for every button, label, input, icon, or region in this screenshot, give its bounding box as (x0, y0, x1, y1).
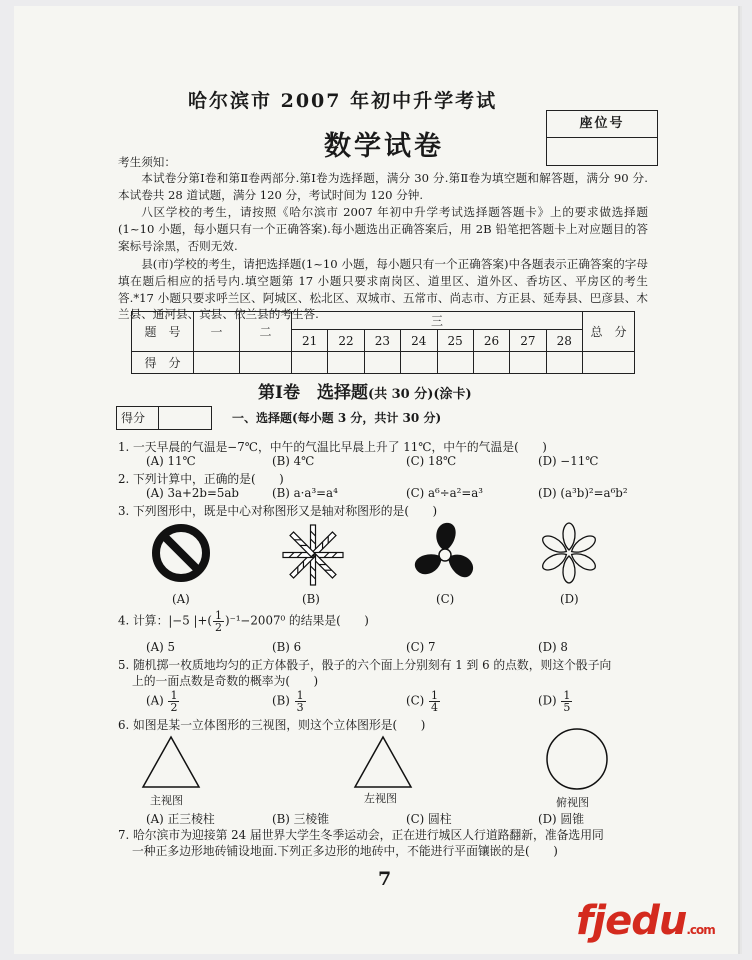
q2-option-a[interactable]: (A) 3a+2b=5ab (146, 486, 239, 500)
flower-icon (536, 520, 602, 586)
q3-figure-d (536, 520, 602, 586)
q2-option-d[interactable]: (D) (a³b)²=a⁶b² (538, 486, 628, 500)
col-q27: 27 (510, 330, 546, 352)
q5-option-b-fraction (295, 690, 306, 713)
score-cell[interactable] (328, 352, 364, 374)
score-cell[interactable] (401, 352, 437, 374)
page-number: 7 (378, 868, 392, 890)
section-score-label: 得分 (121, 407, 159, 429)
score-cell[interactable] (364, 352, 400, 374)
exam-title: 哈尔滨市 2007 年初中升学考试 (188, 90, 498, 112)
subject-title: 数学试卷 (324, 131, 444, 162)
fan-icon (412, 520, 478, 590)
part-1-note: (共 30 分)(涂卡) (367, 387, 472, 402)
fraction-numerator: 1 (563, 689, 571, 702)
q4-option-b[interactable]: (B) 6 (272, 640, 302, 654)
fraction-denominator: 5 (563, 701, 571, 714)
score-row-label: 得 分 (132, 352, 194, 374)
q4-fraction-denominator: 2 (214, 621, 222, 634)
q6-option-b[interactable]: (B) 三棱锥 (272, 812, 330, 826)
score-cell[interactable] (473, 352, 509, 374)
col-q28: 28 (546, 330, 582, 352)
seat-number-label: 座位号 (547, 111, 657, 138)
col-q21: 21 (292, 330, 328, 352)
fraction-denominator: 2 (170, 701, 178, 714)
q6-top-view-label: 俯视图 (556, 796, 589, 809)
q5-stem-line-2: 上的一面点数是奇数的概率为( ) (132, 674, 319, 688)
q5-option-b[interactable] (272, 690, 307, 713)
q1-stem: 1. 一天早晨的气温是−7℃，中午的气温比早晨上升了 11℃，中午的气温是( ) (118, 440, 547, 454)
score-cell[interactable] (240, 352, 292, 374)
q2-option-c[interactable]: (C) a⁶÷a²=a³ (406, 486, 484, 500)
q5-stem-line-1: 5. 随机掷一枚质地均匀的正方体骰子，骰子的六个面上分别刻有 1 到 6 的点数，则这个骰子向 (118, 658, 612, 672)
q7-stem-line-2: 一种正多边形地砖铺设地面.下列正多边形的地砖中，不能进行平面镶嵌的是( ) (132, 844, 558, 858)
section-score-input[interactable] (161, 407, 211, 429)
fraction-numerator: 1 (170, 689, 178, 702)
q3-figure-b (280, 522, 346, 588)
q6-option-c[interactable]: (C) 圆柱 (406, 812, 452, 826)
table-header-label: 题 号 (132, 312, 194, 352)
q6-option-a[interactable]: (A) 正三棱柱 (146, 812, 215, 826)
q4-fraction-numerator: 1 (214, 609, 222, 622)
q3-figure-a (150, 522, 212, 584)
col-q24: 24 (401, 330, 437, 352)
q4-option-a[interactable]: (A) 5 (146, 640, 175, 654)
q6-stem: 6. 如图是某一立体图形的三视图，则这个立体图形是( ) (118, 718, 426, 732)
triangle-icon (352, 734, 414, 790)
section-score-box (116, 406, 212, 430)
col-q26: 26 (473, 330, 509, 352)
col-q23: 23 (364, 330, 400, 352)
fraction-numerator: 1 (430, 689, 438, 702)
score-cell[interactable] (292, 352, 328, 374)
watermark-brand: fjedu (576, 898, 687, 944)
q6-top-view (544, 726, 610, 792)
q3-option-c[interactable]: (C) (436, 592, 455, 606)
notice-heading: 考生须知： (118, 155, 176, 169)
q3-stem: 3. 下列图形中，既是中心对称图形又是轴对称图形的是( ) (118, 504, 438, 518)
q3-option-d[interactable]: (D) (560, 592, 579, 606)
q4-stem-post: )⁻¹−2007⁰ 的结果是( ) (224, 613, 369, 628)
q6-left-view (352, 734, 414, 790)
score-cell[interactable] (546, 352, 582, 374)
col-q25: 25 (437, 330, 473, 352)
score-table (131, 311, 635, 374)
notice-paragraph-3: 县(市)学校的考生，请把选择题(1~10 小题，每小题只有一个正确答案)中各题表示正确答案的字母填在题后相应的括号内.填空题第 17 小题只要求南岗区、道里区、道外区、香坊区、平房区的考生答.*17 小题只要求呼兰区、阿城区、松北区、双城市、五常市、尚志市、方正县、延寿县、巴彦县、木兰县、通河县、宾县、依兰县的考生答. (118, 257, 648, 322)
fraction-denominator: 4 (430, 701, 438, 714)
q5-option-d-label: (D) (538, 693, 557, 708)
q6-front-view-label: 主视图 (150, 794, 183, 807)
notice-paragraph-1: 本试卷分第Ⅰ卷和第Ⅱ卷两部分.第Ⅰ卷为选择题，满分 30 分.第Ⅱ卷为填空题和解答题，满分 90 分.本试卷共 28 道试题，满分 120 分，考试时间为 120 分钟. (118, 171, 648, 202)
col-q22: 22 (328, 330, 364, 352)
q7-stem-line-1: 7. 哈尔滨市为迎接第 24 届世界大学生冬季运动会，正在进行城区人行道路翻新，准备选用同 (118, 828, 604, 842)
q5-option-a-fraction (168, 690, 179, 713)
q4-option-c[interactable]: (C) 7 (406, 640, 436, 654)
fraction-numerator: 1 (296, 689, 304, 702)
q3-option-b[interactable]: (B) (302, 592, 320, 606)
q3-option-a[interactable]: (A) (172, 592, 190, 606)
col-part-1: 一 (194, 312, 240, 352)
q4-option-d[interactable]: (D) 8 (538, 640, 568, 654)
section-heading: 一、选择题(每小题 3 分，共计 30 分) (232, 411, 442, 425)
part-1-title-text: 第Ⅰ卷 选择题 (258, 383, 368, 403)
score-cell[interactable] (437, 352, 473, 374)
q5-option-c-fraction (429, 690, 440, 713)
col-part-2: 二 (240, 312, 292, 352)
q4-stem-pre: 4. 计算：|−5 |+( (118, 613, 212, 628)
circle-icon (544, 726, 610, 792)
q6-left-view-label: 左视图 (364, 792, 397, 805)
q5-option-a[interactable] (146, 690, 180, 713)
q6-option-d[interactable]: (D) 圆锥 (538, 812, 585, 826)
q3-figure-c (412, 520, 478, 590)
q1-option-d[interactable]: (D) −11℃ (538, 454, 599, 468)
q5-option-a-label: (A) (146, 693, 164, 708)
watermark-domain: .com (686, 923, 715, 937)
prohibition-sign-icon (150, 522, 212, 584)
fraction-denominator: 3 (296, 701, 304, 714)
q5-option-d[interactable] (538, 690, 573, 713)
notice-paragraph-2: 八区学校的考生，请按照《哈尔滨市 2007 年初中升学考试选择题答题卡》上的要求做选择题(1~10 小题，每小题只有一个正确答案).每小题选出正确答案后，用 2B 铅笔把答题卡上对应题目的答案标号涂黑，否则无效. (118, 205, 648, 253)
q5-option-c-label: (C) (406, 693, 425, 708)
col-part-3: 三 (292, 312, 583, 330)
q1-option-a[interactable]: (A) 11℃ (146, 454, 196, 468)
q2-stem: 2. 下列计算中，正确的是( ) (118, 472, 284, 486)
q2-option-b[interactable]: (B) a·a³=a⁴ (272, 486, 338, 500)
score-cell[interactable] (583, 352, 635, 374)
q1-option-c[interactable]: (C) 18℃ (406, 454, 457, 468)
q5-option-b-label: (B) (272, 693, 290, 708)
q4-fraction (213, 610, 224, 633)
q5-option-c[interactable] (406, 690, 441, 713)
q1-option-b[interactable]: (B) 4℃ (272, 454, 315, 468)
score-cell[interactable] (194, 352, 240, 374)
q4-stem (118, 610, 369, 633)
score-cell[interactable] (510, 352, 546, 374)
part-1-title (258, 378, 472, 403)
site-watermark (576, 898, 715, 944)
q5-option-d-fraction (561, 690, 572, 713)
seat-number-box (546, 110, 658, 166)
q6-front-view (140, 734, 202, 790)
pinwheel-icon (280, 522, 346, 588)
triangle-icon (140, 734, 202, 790)
col-total: 总 分 (583, 312, 635, 352)
